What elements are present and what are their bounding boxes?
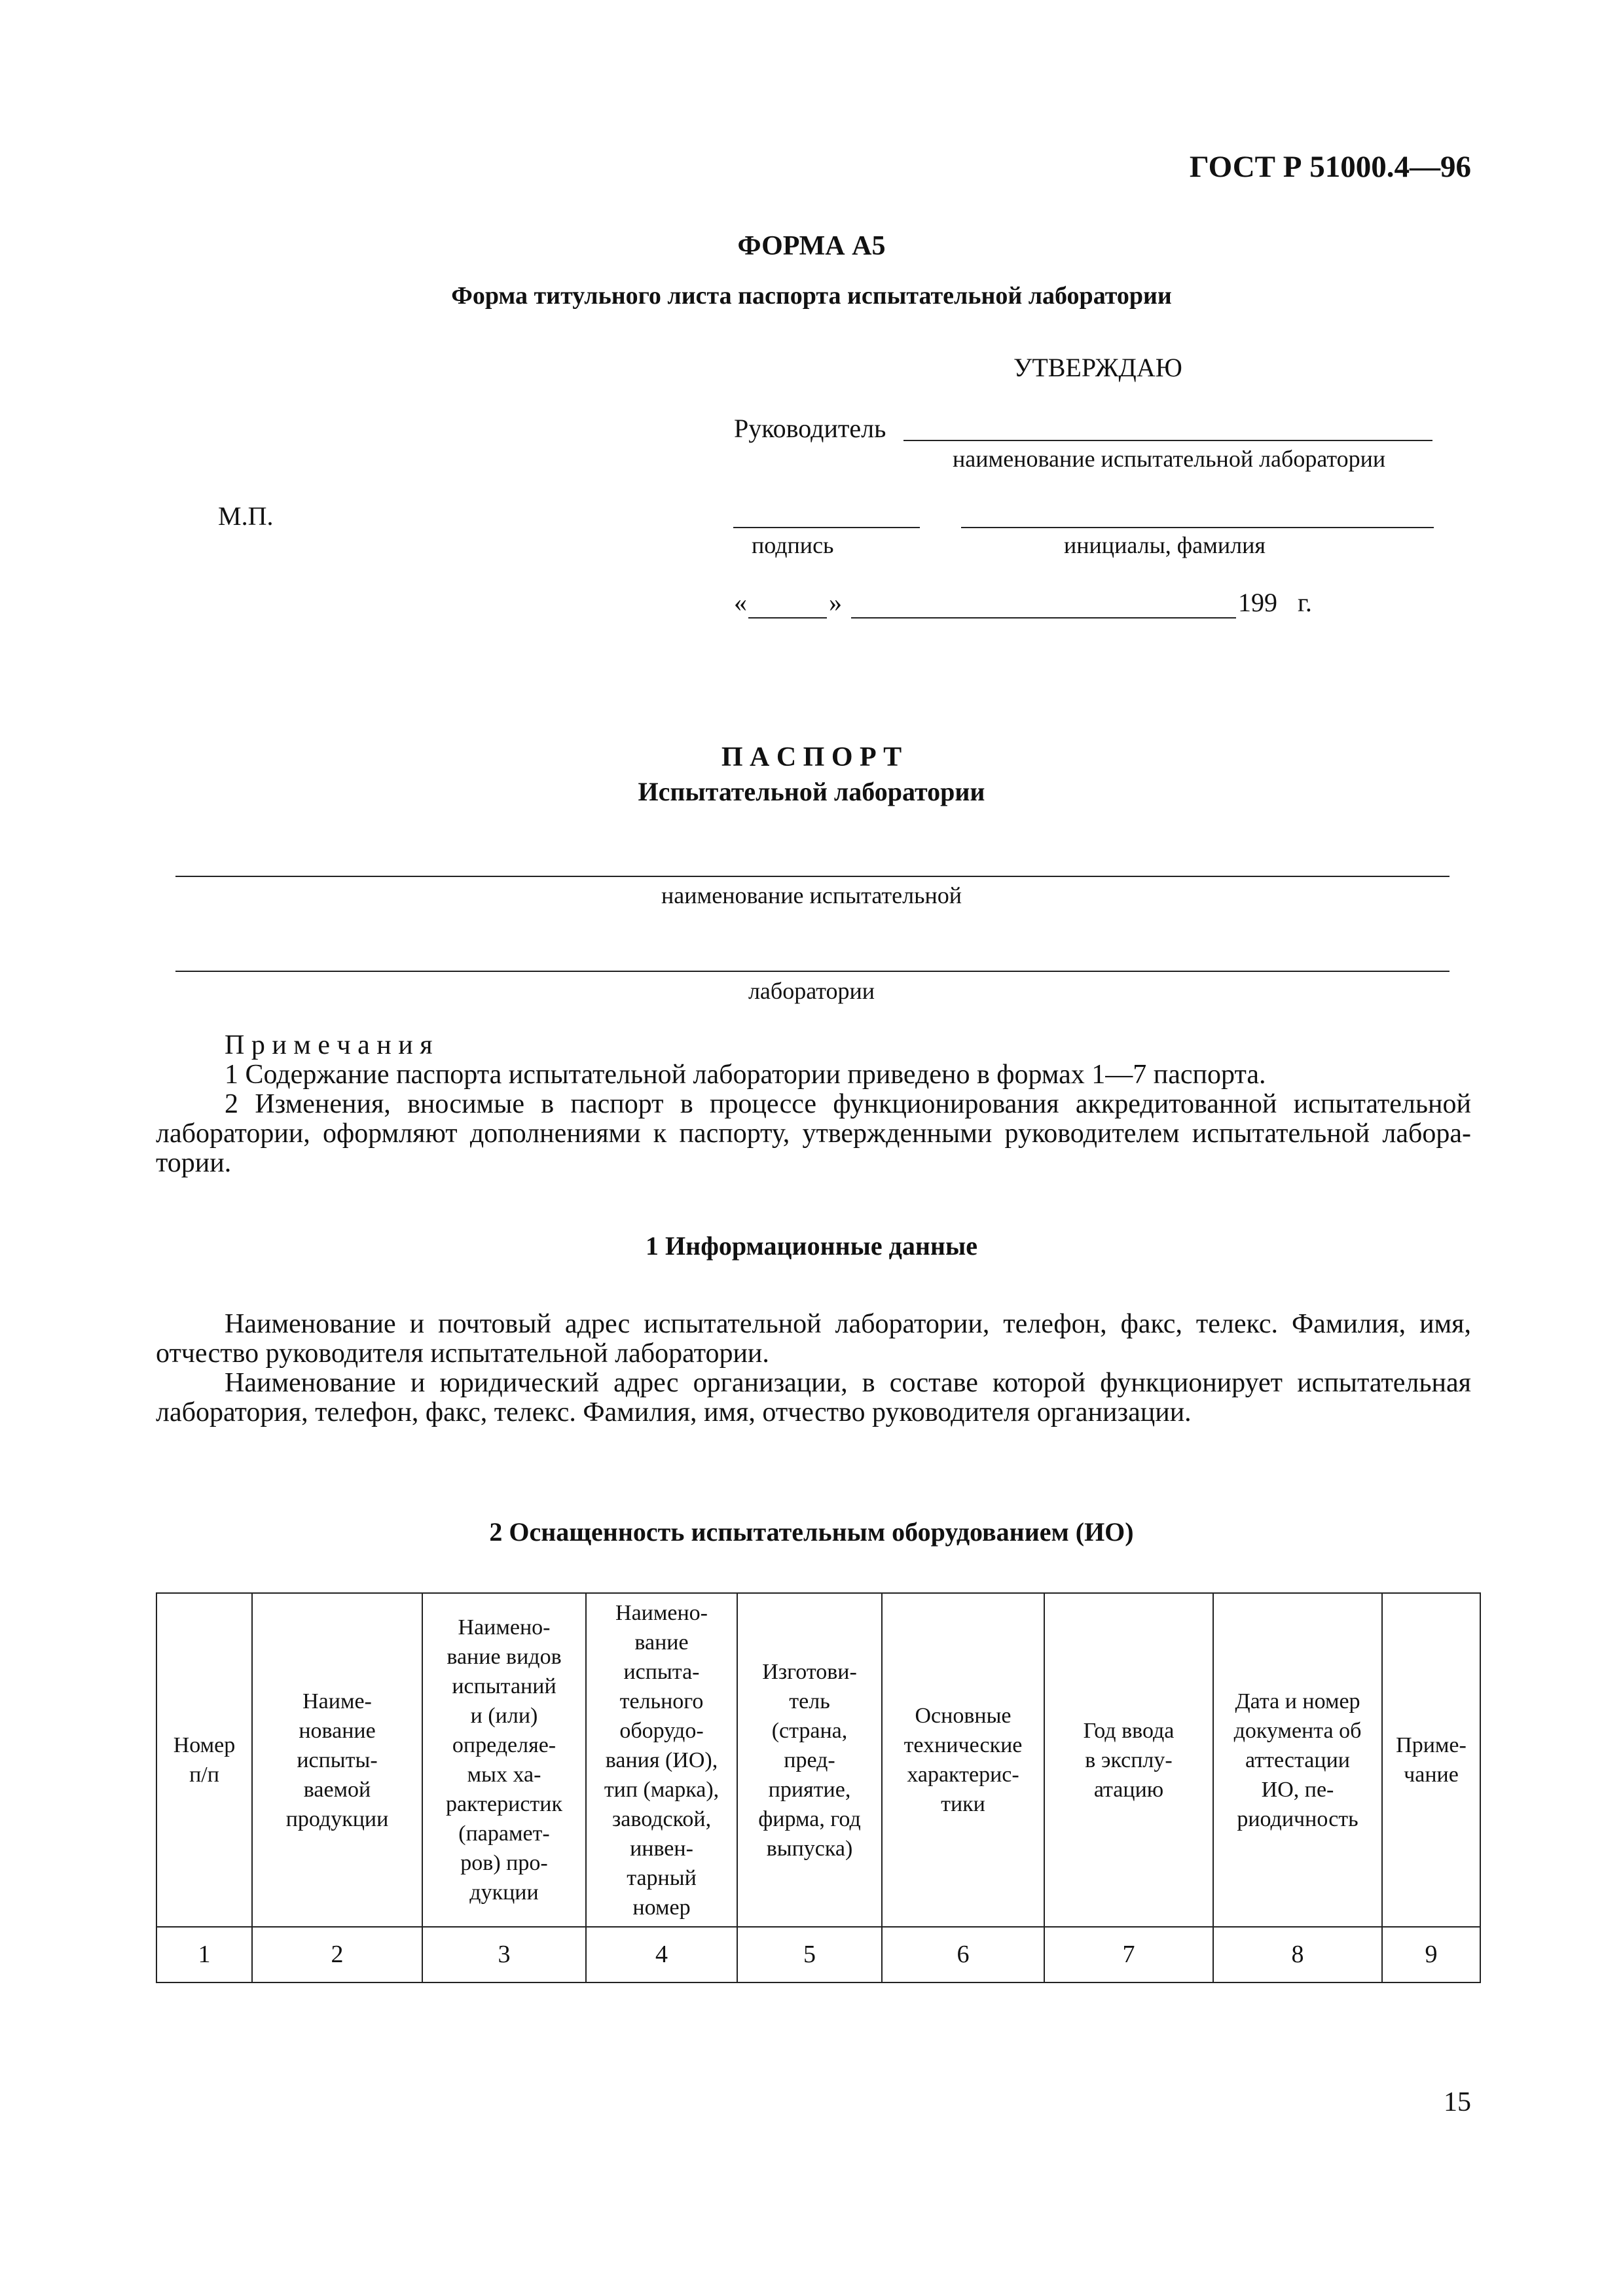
- header-line: тип (марка),: [604, 1777, 720, 1802]
- lab-name-caption-1: наименование испытательной: [661, 882, 962, 908]
- column-number-cell: 2: [252, 1927, 422, 1982]
- standard-code: ГОСТ Р 51000.4—96: [1189, 150, 1471, 184]
- header-line: оборудо-: [619, 1718, 704, 1743]
- header-line: нование: [299, 1718, 376, 1743]
- table-header-cell: [1213, 1593, 1382, 1927]
- header-line: инвен-: [630, 1836, 693, 1861]
- column-number-cell: 5: [737, 1927, 882, 1982]
- header-line: и (или): [470, 1704, 538, 1728]
- table-header-cell: [422, 1593, 586, 1927]
- lab-name-line-2: [175, 971, 1450, 972]
- header-line: испыты-: [297, 1748, 378, 1772]
- header-line: документа об: [1233, 1718, 1362, 1743]
- header-line: ИО, пе-: [1261, 1777, 1334, 1802]
- table-header-cell: [737, 1593, 882, 1927]
- header-line: (парамет-: [458, 1821, 550, 1846]
- header-line: испытаний: [452, 1674, 556, 1698]
- header-line: приятие,: [768, 1777, 851, 1802]
- section-1-p1-line-2: отчество руководителя испытательной лаборатории.: [156, 1338, 769, 1369]
- header-line: определяе-: [452, 1733, 556, 1757]
- header-line: Наимено-: [458, 1615, 551, 1640]
- note-2-line-2: лаборатории, оформляют дополнениями к паспорту, утвержденными руководителем испытательной лабора-: [156, 1119, 1471, 1149]
- date-close-quote: »: [829, 588, 842, 617]
- signature-line: [733, 527, 920, 528]
- header-line: тарный: [627, 1865, 697, 1890]
- header-line: тельного: [619, 1689, 704, 1713]
- header-line: ваемой: [303, 1777, 371, 1802]
- header-line: рактеристик: [446, 1792, 562, 1816]
- header-line: Номер: [173, 1733, 236, 1757]
- header-line: Наимено-: [615, 1600, 708, 1625]
- lab-name-line-1: [175, 876, 1450, 877]
- table-number-row: [156, 1927, 1480, 1982]
- header-line: мых ха-: [467, 1763, 541, 1787]
- initials-caption: инициалы, фамилия: [1064, 532, 1266, 558]
- header-line: Дата и номер: [1235, 1689, 1360, 1713]
- head-label: Руководитель: [734, 414, 886, 443]
- head-name-caption: наименование испытательной лаборатории: [953, 446, 1386, 472]
- header-line: вание: [634, 1630, 689, 1655]
- column-number-cell: 3: [422, 1927, 586, 1982]
- header-line: вание видов: [447, 1645, 562, 1669]
- note-2-line-1: 2 Изменения, вносимые в паспорт в процессе функционирования аккредитованной испытательной: [225, 1089, 1471, 1119]
- header-line: заводской,: [611, 1806, 712, 1831]
- header-line: атацию: [1093, 1777, 1164, 1802]
- table-header-row: [156, 1593, 1480, 1927]
- header-line: выпуска): [766, 1836, 853, 1861]
- passport-subtitle: Испытательной лаборатории: [638, 777, 985, 806]
- header-line: Приме-: [1396, 1733, 1467, 1757]
- header-line: чание: [1404, 1763, 1459, 1787]
- column-number-cell: 9: [1382, 1927, 1480, 1982]
- header-line: тики: [941, 1792, 985, 1816]
- header-line: ров) про-: [460, 1851, 548, 1875]
- header-line: Изготови-: [762, 1659, 857, 1684]
- section-1-p1-line-1: Наименование и почтовый адрес испытательной лаборатории, телефон, факс, телекс. Фамилия, имя,: [225, 1309, 1471, 1339]
- table-header-cell: [252, 1593, 422, 1927]
- header-line: вания (ИО),: [605, 1748, 718, 1772]
- column-number-cell: 8: [1213, 1927, 1382, 1982]
- table-header-cell: [882, 1593, 1044, 1927]
- form-title: ФОРМА А5: [737, 231, 886, 261]
- date-day-line: [748, 617, 827, 619]
- header-line: в эксплу-: [1085, 1748, 1173, 1772]
- header-line: (страна,: [771, 1718, 848, 1743]
- signature-caption: подпись: [752, 532, 834, 558]
- section-2-title: 2 Оснащенность испытательным оборудованием (ИО): [489, 1517, 1134, 1547]
- column-number-cell: 4: [586, 1927, 737, 1982]
- header-line: технические: [903, 1733, 1023, 1757]
- header-line: п/п: [189, 1763, 219, 1787]
- header-line: пред-: [784, 1748, 835, 1772]
- lab-name-caption-2: лаборатории: [748, 978, 875, 1004]
- header-line: Основные: [915, 1704, 1012, 1728]
- header-line: риодичность: [1237, 1806, 1359, 1831]
- approve-label: УТВЕРЖДАЮ: [1013, 353, 1182, 382]
- section-1-p2-line-1: Наименование и юридический адрес организации, в составе которой функционирует испытательная: [225, 1368, 1471, 1398]
- stamp-label: М.П.: [218, 501, 274, 531]
- section-1-title: 1 Информационные данные: [646, 1231, 977, 1261]
- header-line: дукции: [469, 1880, 539, 1905]
- notes-heading: П р и м е ч а н и я: [225, 1030, 433, 1060]
- header-line: Год ввода: [1083, 1718, 1175, 1743]
- section-1-p2-line-2: лаборатория, телефон, факс, телекс. Фамилия, имя, отчество руководителя организации.: [156, 1397, 1192, 1427]
- form-subtitle: Форма титульного листа паспорта испытательной лаборатории: [451, 282, 1172, 310]
- date-open-quote: «: [734, 588, 747, 617]
- header-line: номер: [632, 1895, 691, 1920]
- date-year-suffix: г.: [1298, 588, 1312, 617]
- initials-line: [961, 527, 1434, 528]
- page-number: 15: [1444, 2087, 1471, 2117]
- header-line: фирма, год: [758, 1806, 861, 1831]
- date-month-line: [851, 617, 1236, 619]
- column-number-cell: 6: [882, 1927, 1044, 1982]
- table-header-cell: [586, 1593, 737, 1927]
- note-2-line-3: тории.: [156, 1148, 232, 1178]
- header-line: характерис-: [907, 1763, 1019, 1787]
- header-line: аттестации: [1245, 1748, 1350, 1772]
- date-year: 199: [1238, 588, 1277, 617]
- head-name-line: [903, 440, 1432, 441]
- table-header-cell: [1044, 1593, 1213, 1927]
- equipment-table: [156, 1592, 1481, 1983]
- passport-title: П А С П О Р Т: [721, 742, 902, 772]
- table-header-cell: [156, 1593, 252, 1927]
- header-line: тель: [789, 1689, 830, 1713]
- table-header-cell: [1382, 1593, 1480, 1927]
- header-line: испыта-: [623, 1659, 700, 1684]
- note-1: 1 Содержание паспорта испытательной лаборатории приведено в формах 1—7 паспорта.: [225, 1060, 1266, 1090]
- header-line: Наиме-: [302, 1689, 372, 1713]
- column-number-cell: 1: [156, 1927, 252, 1982]
- column-number-cell: 7: [1044, 1927, 1213, 1982]
- header-line: продукции: [285, 1806, 389, 1831]
